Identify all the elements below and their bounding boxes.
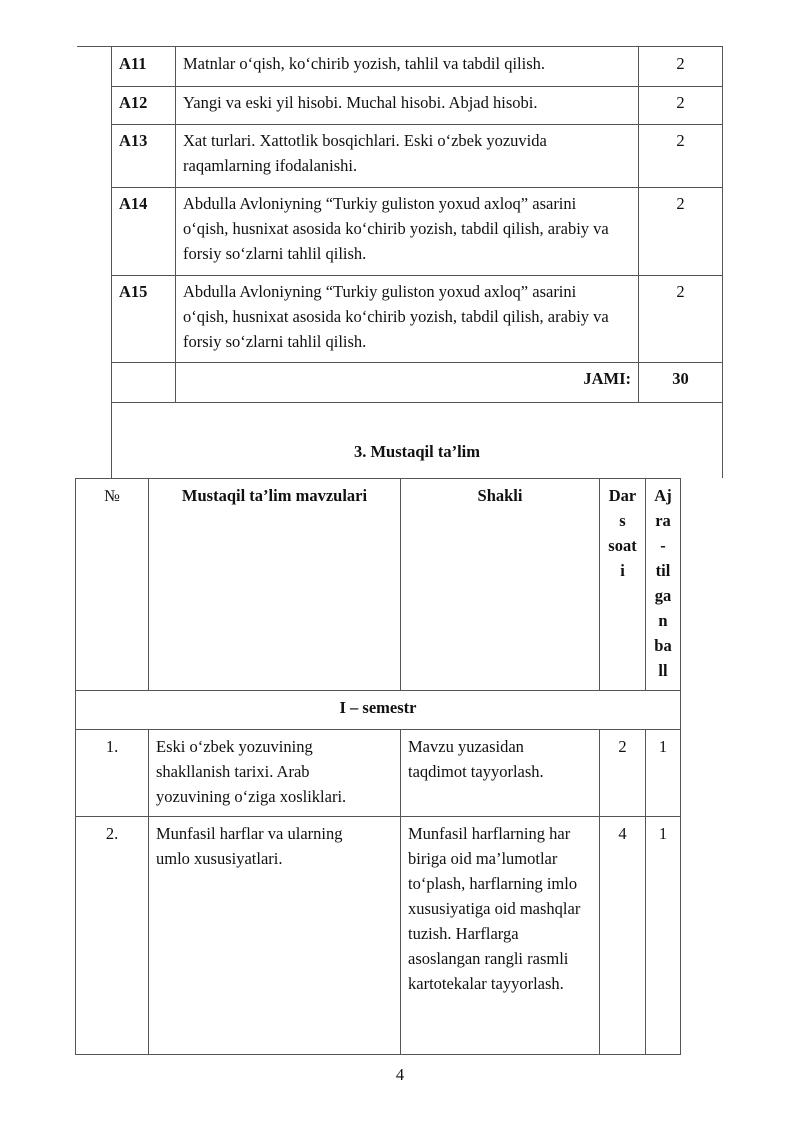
row-hours: 2 — [676, 194, 685, 213]
table-right-border — [722, 46, 723, 478]
row-hours: 4 — [618, 824, 627, 843]
row-topic: Munfasil harflar va ularning umlo xususiyatlari. — [156, 824, 343, 868]
row-topic: Abdulla Avloniyning “Turkiy guliston yoxud axloq” asarini o‘qish, husnixat asosida ko‘chirib yozish, tabdil qilish, arabiy va forsiy so‘zlarni tahlil qilish. — [183, 194, 609, 263]
header-hours-line: i — [620, 561, 625, 580]
header-hours-line: Dar — [608, 486, 637, 505]
row-topic: Xat turlari. Xattotlik bosqichlari. Eski o‘zbek yozuvida raqamlarning ifodalanishi. — [183, 131, 547, 175]
row-code: A15 — [119, 282, 148, 301]
header-hours — [600, 479, 645, 587]
column-divider — [599, 729, 600, 1055]
row-code: A13 — [119, 131, 148, 150]
header-number: № — [104, 486, 120, 505]
header-score-line: n — [658, 611, 668, 630]
header-score-line: ll — [658, 661, 668, 680]
row-topic: Eski o‘zbek yozuvining shakllanish tarixi. Arab yozuvining o‘ziga xosliklari. — [156, 737, 347, 806]
header-score-line: ra — [655, 511, 671, 530]
table-bottom-border — [75, 1054, 681, 1055]
section-title: 3. Mustaqil ta’lim — [353, 442, 481, 461]
total-value: 30 — [672, 369, 689, 388]
row-code: A12 — [119, 93, 148, 112]
total-label: JAMI: — [583, 369, 631, 388]
header-score-line: ga — [654, 586, 672, 605]
row-number: 2. — [105, 824, 119, 843]
header-hours-line: soat — [608, 536, 637, 555]
row-form: Munfasil harflarning har biriga oid ma’lumotlar to‘plash, harflarning imlo xususiyatiga oid mashqlar tuzish. Harflarga asoslangan rangli rasmli kartotekalar tayyorlash. — [408, 824, 581, 993]
semester-label: I – semestr — [339, 698, 417, 717]
row-score: 1 — [658, 824, 668, 843]
page-number: 4 — [395, 1065, 405, 1084]
header-score-line: Aj — [654, 486, 672, 505]
row-topic: Abdulla Avloniyning “Turkiy guliston yoxud axloq” asarini o‘qish, husnixat asosida ko‘chirib yozish, tabdil qilish, arabiy va forsiy so‘zlarni tahlil qilish. — [183, 282, 609, 351]
row-code: A14 — [119, 194, 148, 213]
row-number: 1. — [105, 737, 119, 756]
row-hours: 2 — [676, 282, 685, 301]
row-code: A11 — [119, 54, 147, 73]
header-score-line: ba — [654, 636, 672, 655]
row-divider — [111, 402, 723, 403]
row-hours: 2 — [676, 131, 685, 150]
row-score: 1 — [658, 737, 668, 756]
header-hours-line: s — [619, 511, 626, 530]
row-hours: 2 — [676, 93, 685, 112]
header-score-line: til — [655, 561, 671, 580]
header-form: Shakli — [477, 486, 523, 505]
row-topic: Matnlar o‘qish, ko‘chirib yozish, tahlil va tabdil qilish. — [183, 54, 546, 73]
row-hours: 2 — [618, 737, 627, 756]
header-score-line: - — [660, 536, 666, 555]
row-topic: Yangi va eski yil hisobi. Muchal hisobi. Abjad hisobi. — [183, 93, 538, 112]
row-form: Mavzu yuzasidan taqdimot tayyorlash. — [408, 737, 544, 781]
header-score — [646, 479, 680, 687]
table-right-border — [680, 478, 681, 1055]
column-divider — [645, 729, 646, 1055]
table-left-border — [75, 478, 76, 1055]
header-topics: Mustaqil ta’lim mavzulari — [181, 486, 368, 505]
row-hours: 2 — [676, 54, 685, 73]
